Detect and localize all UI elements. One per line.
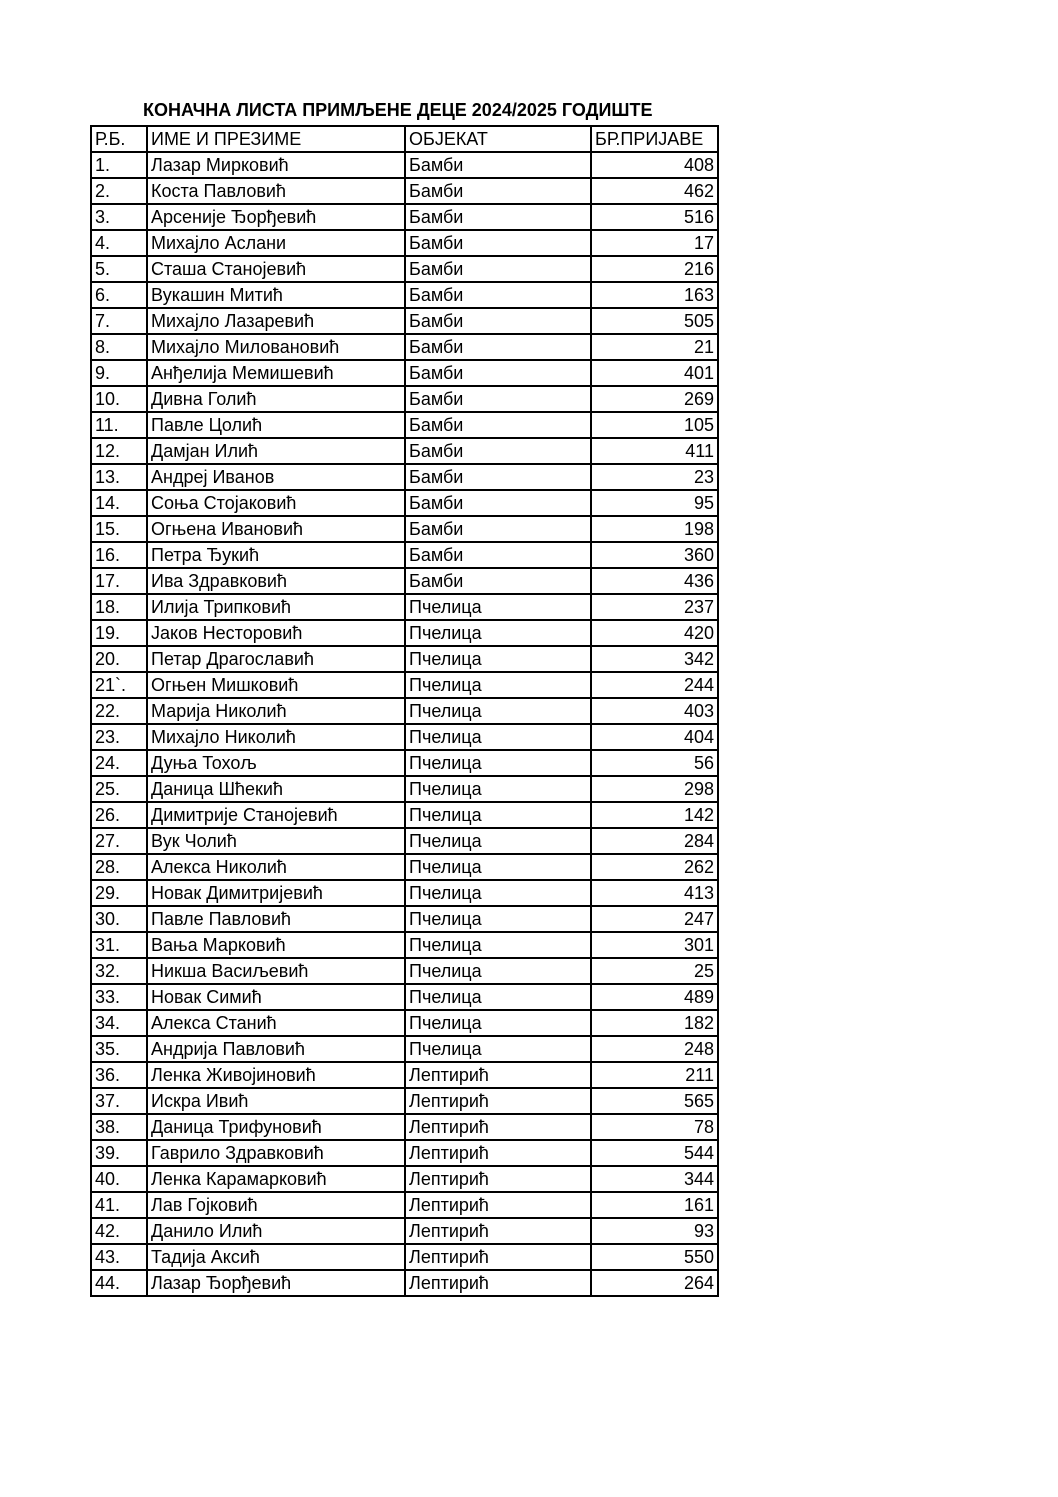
child-name-cell: Новак Симић	[147, 984, 405, 1010]
application-number-cell: 360	[591, 542, 718, 568]
table-row	[91, 802, 718, 828]
application-number-cell: 516	[591, 204, 718, 230]
row-number-cell: 44.	[91, 1270, 147, 1296]
header-application-number: БР.ПРИЈАВЕ	[591, 126, 718, 152]
row-number-cell: 17.	[91, 568, 147, 594]
application-number-cell: 216	[591, 256, 718, 282]
table-row	[91, 1218, 718, 1244]
facility-cell: Пчелица	[405, 776, 591, 802]
table-row	[91, 1270, 718, 1296]
row-number-cell: 30.	[91, 906, 147, 932]
row-number-cell: 2.	[91, 178, 147, 204]
facility-cell: Бамби	[405, 178, 591, 204]
application-number-cell: 244	[591, 672, 718, 698]
table-row	[91, 594, 718, 620]
table-row	[91, 880, 718, 906]
table-row	[91, 984, 718, 1010]
row-number-cell: 41.	[91, 1192, 147, 1218]
row-number-cell: 5.	[91, 256, 147, 282]
facility-cell: Пчелица	[405, 698, 591, 724]
header-facility: ОБЈЕКАТ	[405, 126, 591, 152]
facility-cell: Лептирић	[405, 1114, 591, 1140]
row-number-cell: 14.	[91, 490, 147, 516]
facility-cell: Бамби	[405, 568, 591, 594]
header-number: Р.Б.	[91, 126, 147, 152]
application-number-cell: 17	[591, 230, 718, 256]
row-number-cell: 20.	[91, 646, 147, 672]
facility-cell: Бамби	[405, 438, 591, 464]
table-row	[91, 1166, 718, 1192]
application-number-cell: 142	[591, 802, 718, 828]
row-number-cell: 24.	[91, 750, 147, 776]
application-number-cell: 413	[591, 880, 718, 906]
facility-cell: Бамби	[405, 516, 591, 542]
application-number-cell: 21	[591, 334, 718, 360]
application-number-cell: 163	[591, 282, 718, 308]
application-number-cell: 262	[591, 854, 718, 880]
child-name-cell: Данило Илић	[147, 1218, 405, 1244]
child-name-cell: Огњен Мишковић	[147, 672, 405, 698]
table-row	[91, 308, 718, 334]
facility-cell: Пчелица	[405, 880, 591, 906]
facility-cell: Лептирић	[405, 1192, 591, 1218]
application-number-cell: 298	[591, 776, 718, 802]
table-row	[91, 490, 718, 516]
row-number-cell: 43.	[91, 1244, 147, 1270]
row-number-cell: 11.	[91, 412, 147, 438]
application-number-cell: 544	[591, 1140, 718, 1166]
table-row	[91, 438, 718, 464]
child-name-cell: Михајло Николић	[147, 724, 405, 750]
row-number-cell: 8.	[91, 334, 147, 360]
table-row	[91, 178, 718, 204]
table-row	[91, 230, 718, 256]
facility-cell: Пчелица	[405, 958, 591, 984]
child-name-cell: Искра Ивић	[147, 1088, 405, 1114]
table-row	[91, 412, 718, 438]
table-row	[91, 646, 718, 672]
table-row	[91, 464, 718, 490]
row-number-cell: 22.	[91, 698, 147, 724]
facility-cell: Пчелица	[405, 620, 591, 646]
table-row	[91, 698, 718, 724]
child-name-cell: Огњена Ивановић	[147, 516, 405, 542]
application-number-cell: 247	[591, 906, 718, 932]
table-row	[91, 854, 718, 880]
facility-cell: Лептирић	[405, 1270, 591, 1296]
table-header-row	[91, 126, 718, 152]
table-row	[91, 750, 718, 776]
row-number-cell: 39.	[91, 1140, 147, 1166]
facility-cell: Пчелица	[405, 802, 591, 828]
application-number-cell: 420	[591, 620, 718, 646]
application-number-cell: 565	[591, 1088, 718, 1114]
table-row	[91, 932, 718, 958]
child-name-cell: Михајло Лазаревић	[147, 308, 405, 334]
facility-cell: Пчелица	[405, 906, 591, 932]
header-name: ИМЕ И ПРЕЗИМЕ	[147, 126, 405, 152]
application-number-cell: 403	[591, 698, 718, 724]
application-number-cell: 344	[591, 1166, 718, 1192]
row-number-cell: 3.	[91, 204, 147, 230]
row-number-cell: 28.	[91, 854, 147, 880]
row-number-cell: 7.	[91, 308, 147, 334]
child-name-cell: Соња Стојаковић	[147, 490, 405, 516]
application-number-cell: 248	[591, 1036, 718, 1062]
facility-cell: Бамби	[405, 360, 591, 386]
child-name-cell: Анђелија Мемишевић	[147, 360, 405, 386]
child-name-cell: Ива Здравковић	[147, 568, 405, 594]
application-number-cell: 436	[591, 568, 718, 594]
application-number-cell: 284	[591, 828, 718, 854]
table-row	[91, 386, 718, 412]
application-number-cell: 211	[591, 1062, 718, 1088]
row-number-cell: 4.	[91, 230, 147, 256]
table-row	[91, 282, 718, 308]
facility-cell: Пчелица	[405, 594, 591, 620]
table-row	[91, 1114, 718, 1140]
row-number-cell: 31.	[91, 932, 147, 958]
facility-cell: Лептирић	[405, 1062, 591, 1088]
row-number-cell: 16.	[91, 542, 147, 568]
table-row	[91, 672, 718, 698]
row-number-cell: 40.	[91, 1166, 147, 1192]
application-number-cell: 342	[591, 646, 718, 672]
row-number-cell: 27.	[91, 828, 147, 854]
application-number-cell: 93	[591, 1218, 718, 1244]
table-row	[91, 906, 718, 932]
row-number-cell: 18.	[91, 594, 147, 620]
facility-cell: Пчелица	[405, 750, 591, 776]
child-name-cell: Димитрије Станојевић	[147, 802, 405, 828]
facility-cell: Бамби	[405, 204, 591, 230]
application-number-cell: 401	[591, 360, 718, 386]
application-number-cell: 404	[591, 724, 718, 750]
row-number-cell: 1.	[91, 152, 147, 178]
table-row	[91, 828, 718, 854]
facility-cell: Пчелица	[405, 984, 591, 1010]
table-row	[91, 620, 718, 646]
facility-cell: Лептирић	[405, 1244, 591, 1270]
facility-cell: Пчелица	[405, 646, 591, 672]
child-name-cell: Андреј Иванов	[147, 464, 405, 490]
child-name-cell: Ленка Карамарковић	[147, 1166, 405, 1192]
child-name-cell: Гаврило Здравковић	[147, 1140, 405, 1166]
application-number-cell: 408	[591, 152, 718, 178]
facility-cell: Бамби	[405, 386, 591, 412]
child-name-cell: Дуња Тохољ	[147, 750, 405, 776]
child-name-cell: Даница Трифуновић	[147, 1114, 405, 1140]
table-row	[91, 1062, 718, 1088]
application-number-cell: 23	[591, 464, 718, 490]
table-row	[91, 256, 718, 282]
facility-cell: Лептирић	[405, 1140, 591, 1166]
row-number-cell: 36.	[91, 1062, 147, 1088]
facility-cell: Бамби	[405, 308, 591, 334]
facility-cell: Лептирић	[405, 1088, 591, 1114]
table-row	[91, 1192, 718, 1218]
facility-cell: Бамби	[405, 152, 591, 178]
table-row	[91, 152, 718, 178]
child-name-cell: Михајло Аслани	[147, 230, 405, 256]
table-row	[91, 204, 718, 230]
row-number-cell: 21`.	[91, 672, 147, 698]
page-title: КОНАЧНА ЛИСТА ПРИМЉЕНЕ ДЕЦЕ 2024/2025 ГОДИШТЕ	[143, 100, 653, 120]
child-name-cell: Лав Гојковић	[147, 1192, 405, 1218]
child-name-cell: Лазар Мирковић	[147, 152, 405, 178]
child-name-cell: Сташа Станојевић	[147, 256, 405, 282]
table-row	[91, 360, 718, 386]
application-number-cell: 489	[591, 984, 718, 1010]
child-name-cell: Вук Чолић	[147, 828, 405, 854]
row-number-cell: 23.	[91, 724, 147, 750]
table-row	[91, 334, 718, 360]
facility-cell: Пчелица	[405, 828, 591, 854]
facility-cell: Бамби	[405, 542, 591, 568]
table-row	[91, 1010, 718, 1036]
facility-cell: Пчелица	[405, 932, 591, 958]
facility-cell: Пчелица	[405, 1010, 591, 1036]
application-number-cell: 237	[591, 594, 718, 620]
child-name-cell: Лазар Ђорђевић	[147, 1270, 405, 1296]
child-name-cell: Алекса Николић	[147, 854, 405, 880]
application-number-cell: 56	[591, 750, 718, 776]
facility-cell: Лептирић	[405, 1218, 591, 1244]
row-number-cell: 29.	[91, 880, 147, 906]
child-name-cell: Вукашин Митић	[147, 282, 405, 308]
child-name-cell: Андрија Павловић	[147, 1036, 405, 1062]
application-number-cell: 105	[591, 412, 718, 438]
child-name-cell: Дамјан Илић	[147, 438, 405, 464]
row-number-cell: 32.	[91, 958, 147, 984]
row-number-cell: 33.	[91, 984, 147, 1010]
facility-cell: Бамби	[405, 412, 591, 438]
row-number-cell: 26.	[91, 802, 147, 828]
application-number-cell: 550	[591, 1244, 718, 1270]
facility-cell: Бамби	[405, 334, 591, 360]
child-name-cell: Илија Трипковић	[147, 594, 405, 620]
row-number-cell: 12.	[91, 438, 147, 464]
row-number-cell: 9.	[91, 360, 147, 386]
admission-list-table	[90, 125, 719, 1297]
row-number-cell: 34.	[91, 1010, 147, 1036]
row-number-cell: 15.	[91, 516, 147, 542]
row-number-cell: 42.	[91, 1218, 147, 1244]
row-number-cell: 13.	[91, 464, 147, 490]
child-name-cell: Јаков Несторовић	[147, 620, 405, 646]
row-number-cell: 38.	[91, 1114, 147, 1140]
child-name-cell: Павле Цолић	[147, 412, 405, 438]
row-number-cell: 19.	[91, 620, 147, 646]
facility-cell: Пчелица	[405, 854, 591, 880]
table-row	[91, 1140, 718, 1166]
facility-cell: Бамби	[405, 282, 591, 308]
row-number-cell: 10.	[91, 386, 147, 412]
application-number-cell: 161	[591, 1192, 718, 1218]
application-number-cell: 198	[591, 516, 718, 542]
table-row	[91, 542, 718, 568]
facility-cell: Пчелица	[405, 672, 591, 698]
row-number-cell: 6.	[91, 282, 147, 308]
child-name-cell: Коста Павловић	[147, 178, 405, 204]
child-name-cell: Вања Марковић	[147, 932, 405, 958]
facility-cell: Лептирић	[405, 1166, 591, 1192]
table-row	[91, 568, 718, 594]
child-name-cell: Петра Ђукић	[147, 542, 405, 568]
application-number-cell: 301	[591, 932, 718, 958]
table-row	[91, 724, 718, 750]
facility-cell: Бамби	[405, 230, 591, 256]
child-name-cell: Петар Драгославић	[147, 646, 405, 672]
table-row	[91, 958, 718, 984]
row-number-cell: 37.	[91, 1088, 147, 1114]
table-row	[91, 516, 718, 542]
child-name-cell: Тадија Аксић	[147, 1244, 405, 1270]
child-name-cell: Дивна Голић	[147, 386, 405, 412]
application-number-cell: 264	[591, 1270, 718, 1296]
child-name-cell: Михајло Миловановић	[147, 334, 405, 360]
application-number-cell: 25	[591, 958, 718, 984]
child-name-cell: Даница Шћекић	[147, 776, 405, 802]
child-name-cell: Марија Николић	[147, 698, 405, 724]
table-row	[91, 1244, 718, 1270]
facility-cell: Бамби	[405, 256, 591, 282]
child-name-cell: Ленка Живојиновић	[147, 1062, 405, 1088]
application-number-cell: 269	[591, 386, 718, 412]
application-number-cell: 411	[591, 438, 718, 464]
application-number-cell: 462	[591, 178, 718, 204]
child-name-cell: Арсеније Ђорђевић	[147, 204, 405, 230]
row-number-cell: 25.	[91, 776, 147, 802]
facility-cell: Бамби	[405, 490, 591, 516]
facility-cell: Пчелица	[405, 724, 591, 750]
table-row	[91, 776, 718, 802]
row-number-cell: 35.	[91, 1036, 147, 1062]
child-name-cell: Никша Васиљевић	[147, 958, 405, 984]
application-number-cell: 505	[591, 308, 718, 334]
application-number-cell: 78	[591, 1114, 718, 1140]
child-name-cell: Павле Павловић	[147, 906, 405, 932]
facility-cell: Пчелица	[405, 1036, 591, 1062]
table-body	[91, 126, 718, 1296]
child-name-cell: Алекса Станић	[147, 1010, 405, 1036]
facility-cell: Бамби	[405, 464, 591, 490]
table-row	[91, 1036, 718, 1062]
table-row	[91, 1088, 718, 1114]
application-number-cell: 182	[591, 1010, 718, 1036]
child-name-cell: Новак Димитријевић	[147, 880, 405, 906]
application-number-cell: 95	[591, 490, 718, 516]
